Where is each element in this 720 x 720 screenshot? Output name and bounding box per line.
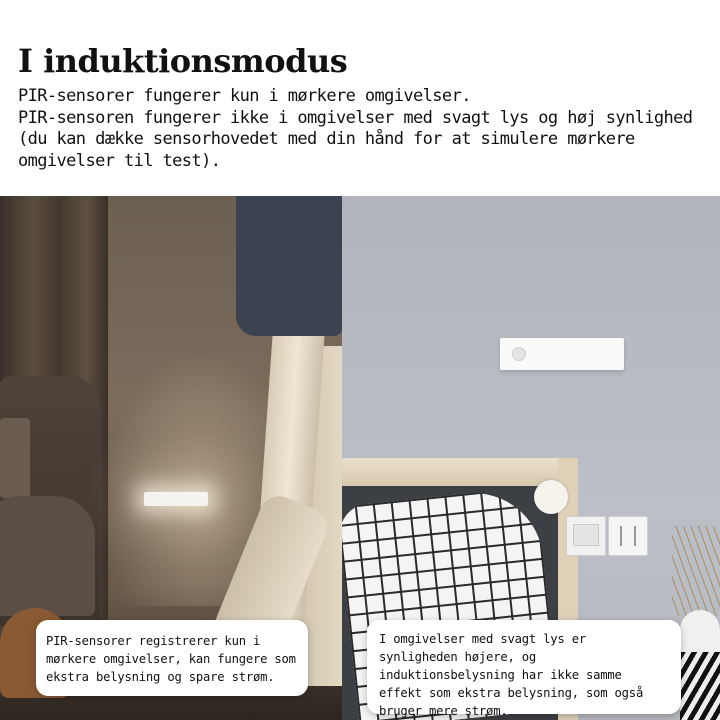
caption-card-right [367,620,681,718]
dried-flowers [672,526,720,616]
pir-sensor [512,347,526,361]
glowing-night-light [144,492,208,506]
page-title: I induktionsmodus [18,42,348,80]
caption-card-left [36,620,308,696]
switch-key [573,524,599,546]
socket-holes [620,526,636,546]
caption-left-text: PIR-sensorer registrerer kun i mørkere omgivelser, kan fungere som ekstra belysning og spare strøm. [46,634,296,684]
sofa-cushion [0,418,30,498]
zebra-figure [680,652,720,720]
person-shirt [236,196,342,336]
pompom [534,480,568,514]
caption-right-text: I omgivelser med svagt lys er synligheden højere, og induktionsbelysning har ikke samme effekt som ekstra belysning, som også bruger mere strøm. [379,632,644,718]
description-line-1: PIR-sensorer fungerer kun i mørkere omgivelser. [18,86,471,106]
header [0,0,720,196]
description [18,86,708,172]
sofa-arm [0,496,95,616]
description-line-2: PIR-sensoren fungerer ikke i omgivelser med svagt lys og høj synlighed (du kan dække sensorhovedet med din hånd for at simulere mørkere omgivelser til test). [18,107,693,171]
